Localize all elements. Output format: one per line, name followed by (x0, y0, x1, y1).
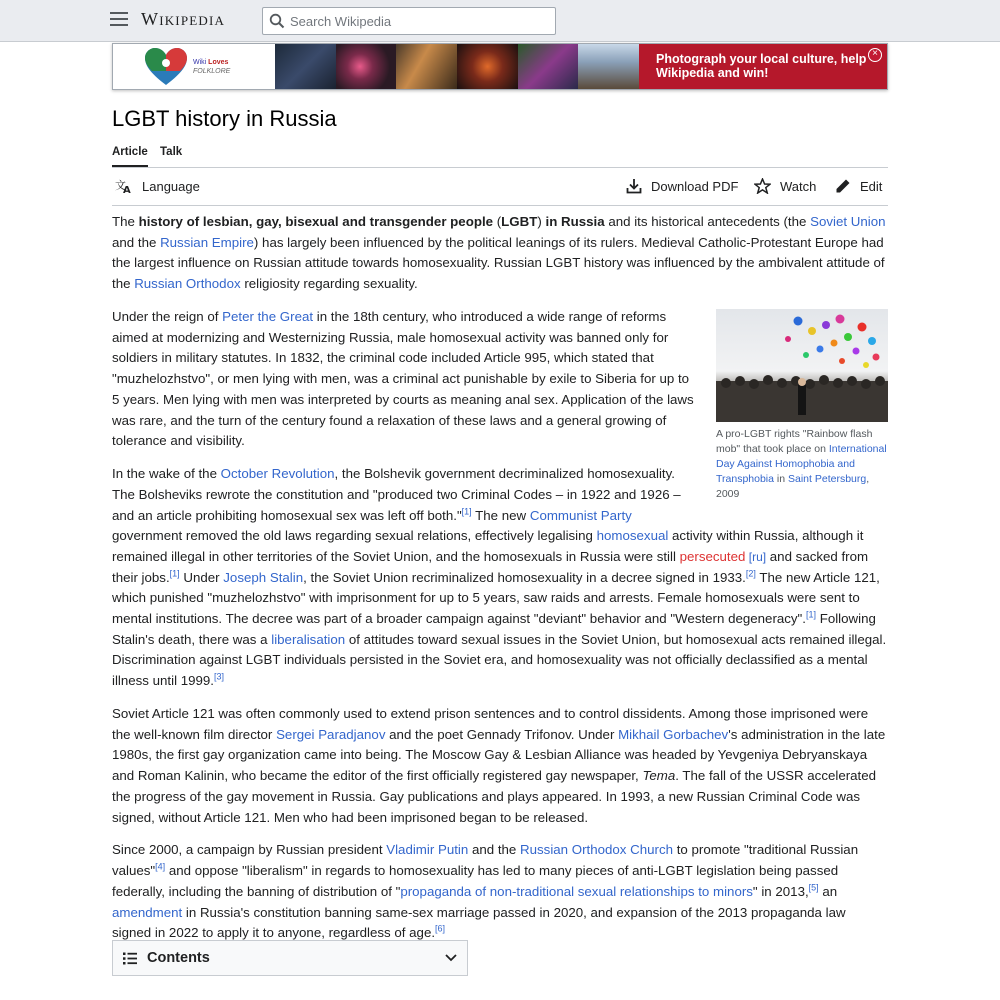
site-header (0, 0, 1000, 42)
link-soviet-union[interactable]: Soviet Union (810, 214, 886, 229)
citation-1[interactable]: [1] (169, 568, 180, 579)
link-russian-orthodox-church[interactable]: Russian Orthodox Church (520, 842, 674, 858)
list-icon (123, 952, 137, 965)
link-idahot[interactable]: International Day Against Homophobia and Transphobia (716, 443, 887, 485)
article-figure (716, 309, 888, 502)
link-propaganda-law[interactable]: propaganda of non-traditional sexual relationships to minors (400, 883, 753, 899)
paragraph-peter-the-great: Under the reign of Peter the Great in the 18th century, who introduced a wide range of reforms aimed at modernizing and Westernizing Russia, male homosexual activity was banned only for soldiers in military statutes. In 1832, the criminal code included Article 995, which stated that "muzhelozhstvo", or men lying with men, was a criminal act punishable by exile to Siberia for up to 5 years. Men lying with men was interpreted by courts as meaning anal sex. Application of the laws was rare, and the turn of the century found a relaxation of these laws and a general growing of tolerance and visibility. (112, 309, 694, 449)
banner-photo (578, 44, 639, 89)
link-persecuted[interactable]: persecuted (679, 548, 746, 564)
paragraph-soviet-era: In the wake of the October Revolution, the Bolshevik government decriminalized homosexuality. The Bolsheviks rewrote the constitution and "produced two Criminal Codes – in 1922 and 1926 – and an article prohibiting homosexual sex was left off both."[1] The new Communist Party government removed the old laws regarding sexual relations, effectively legalising homosexual activity within Russia, although it remained illegal in other territories of the Soviet Union, and the homosexuals in Russia were still persecuted [ru] and sacked from their jobs.[1] Under Joseph Stalin, the Soviet Union recriminalized homosexuality in a decree signed in 1933.[2] The new Article 121, which punished "muzhelozhstvo" with imprisonment for up to 5 years, saw raids and arrests. Female homosexuals were sent to mental institutions. The decree was part of a broader campaign against "deviant" behavior and "Western degeneracy".[1] Following Stalin's death, there was a liberalisation of attitudes toward sexual issues in the Soviet Union, but homosexual acts remained illegal. Discrimination against LGBT individuals persisted in the Soviet era, and homosexuality was not officially declassified as a mental illness until 1999.[3] (112, 466, 887, 689)
link-peter-the-great[interactable]: Peter the Great (222, 309, 314, 324)
campaign-banner[interactable] (112, 43, 888, 90)
puzzle-heart-icon (143, 47, 189, 87)
article-body (112, 212, 888, 956)
download-pdf-label: Download PDF (651, 178, 739, 194)
paragraph-putin-era: Since 2000, a campaign by Russian president Vladimir Putin and the Russian Orthodox Church to promote "traditional Russian values"[4] and oppose "liberalism" in regards to homosexuality has led to many pieces of anti-LGBT legislation being passed federally, including the banning of distribution of "propaganda of non-traditional sexual relationships to minors" in 2013,[5] an amendment in Russia's constitution banning same-sex marriage passed in 2020, and expansion of the 2013 propaganda law signed in 2022 to apply it to anyone, regardless of age.[6] (112, 842, 859, 941)
chevron-down-icon (445, 954, 457, 962)
link-joseph-stalin[interactable]: Joseph Stalin (223, 569, 304, 585)
citation-1[interactable]: [1] (461, 506, 472, 517)
wiki-loves-folklore-logo (113, 44, 275, 89)
link-liberalisation[interactable]: liberalisation (271, 631, 346, 647)
edit-label: Edit (860, 178, 883, 194)
link-homosexual[interactable]: homosexual (596, 528, 669, 544)
photo-balloons (716, 309, 888, 422)
download-pdf-button[interactable] (626, 178, 738, 194)
star-icon (754, 178, 771, 194)
rainbow-flash-mob-photo[interactable] (716, 309, 888, 422)
edit-button[interactable] (835, 178, 882, 194)
banner-photo (275, 44, 336, 89)
citation-6[interactable]: [6] (435, 923, 446, 934)
watch-label: Watch (780, 178, 817, 194)
download-icon (626, 178, 642, 194)
link-russian-orthodox[interactable]: Russian Orthodox (134, 276, 241, 292)
banner-photo-strip (275, 44, 639, 89)
citation-2[interactable]: [2] (745, 568, 756, 579)
language-label: Language (142, 178, 200, 194)
citation-5[interactable]: [5] (808, 882, 819, 893)
page-title: LGBT history in Russia (112, 106, 337, 131)
svg-text:A: A (123, 185, 131, 194)
banner-close-button[interactable]: × (868, 48, 882, 62)
tab-talk[interactable]: Talk (160, 146, 183, 158)
link-russian-empire[interactable]: Russian Empire (160, 234, 254, 250)
contents-label: Contents (147, 950, 210, 966)
watch-button[interactable] (754, 178, 816, 194)
banner-photo (518, 44, 579, 89)
paragraph-lead: The history of lesbian, gay, bisexual and transgender people (LGBT) in Russia and its historical antecedents (the Soviet Union and the Russian Empire) has largely been influenced by the political leanings of its rulers. Medieval Catholic-Protestant Europe had the largest influence on Russian attitude towards homosexuality. Russian LGBT history was influenced by the ambivalent attitude of the Russian Orthodox religiosity regarding sexuality. (112, 214, 886, 292)
citation-1[interactable]: [1] (805, 609, 816, 620)
language-button[interactable] (115, 178, 200, 194)
pencil-icon (835, 178, 851, 194)
language-icon (115, 178, 133, 194)
link-communist-party[interactable]: Communist Party (529, 507, 632, 523)
link-vladimir-putin[interactable]: Vladimir Putin (386, 842, 469, 858)
banner-cta-text[interactable]: Photograph your local culture, help Wikipedia and win! (639, 44, 887, 89)
link-october-revolution[interactable]: October Revolution (220, 466, 335, 482)
main-menu-button[interactable] (110, 12, 128, 28)
link-mikhail-gorbachev[interactable]: Mikhail Gorbachev (618, 726, 729, 742)
contents-toggle[interactable] (112, 940, 468, 976)
banner-photo (396, 44, 457, 89)
citation-3[interactable]: [3] (214, 671, 225, 682)
link-saint-petersburg[interactable]: Saint Petersburg (788, 473, 867, 485)
search-placeholder: Search Wikipedia (290, 14, 392, 29)
link-sergei-paradjanov[interactable]: Sergei Paradjanov (276, 726, 386, 742)
wikipedia-wordmark[interactable]: Wikipedia (141, 9, 226, 29)
wiki-loves-folklore-text: Wiki Loves FOLKLORE (193, 59, 231, 75)
banner-photo (336, 44, 397, 89)
page-toolbar (112, 168, 888, 206)
search-input[interactable] (262, 7, 556, 35)
citation-4[interactable]: [4] (155, 861, 166, 872)
namespace-tabs (112, 140, 888, 168)
link-amendment[interactable]: amendment (112, 904, 183, 920)
hamburger-icon (110, 12, 128, 14)
link-ru-interlanguage[interactable]: [ru] (745, 549, 767, 564)
search-icon (269, 13, 285, 29)
svg-text:文: 文 (115, 179, 126, 192)
figure-caption: A pro-LGBT rights "Rainbow flash mob" that took place on International Day Against Homophobia and Transphobia in Saint Petersburg, 2009 (716, 428, 887, 500)
banner-photo (457, 44, 518, 89)
tab-article[interactable]: Article (112, 146, 148, 167)
paragraph-article-121: Soviet Article 121 was often commonly used to extend prison sentences and to control dissidents. Among those imprisoned were the well-known film director Sergei Paradjanov and the poet Gennady Trifonov. Under Mikhail Gorbachev's administration in the late 1980s, the first gay organization came into being. The Moscow Gay & Lesbian Alliance was headed by Yevgeniya Debryanskaya and Roman Kalinin, who became the editor of the first officially registered gay newspaper, Tema. The fall of the USSR accelerated the progress of the gay movement in Russia. Gay publications and plays appeared. In 1993, a new Russian Criminal Code was signed, without Article 121. Men who had been imprisoned began to be released. (112, 706, 886, 825)
